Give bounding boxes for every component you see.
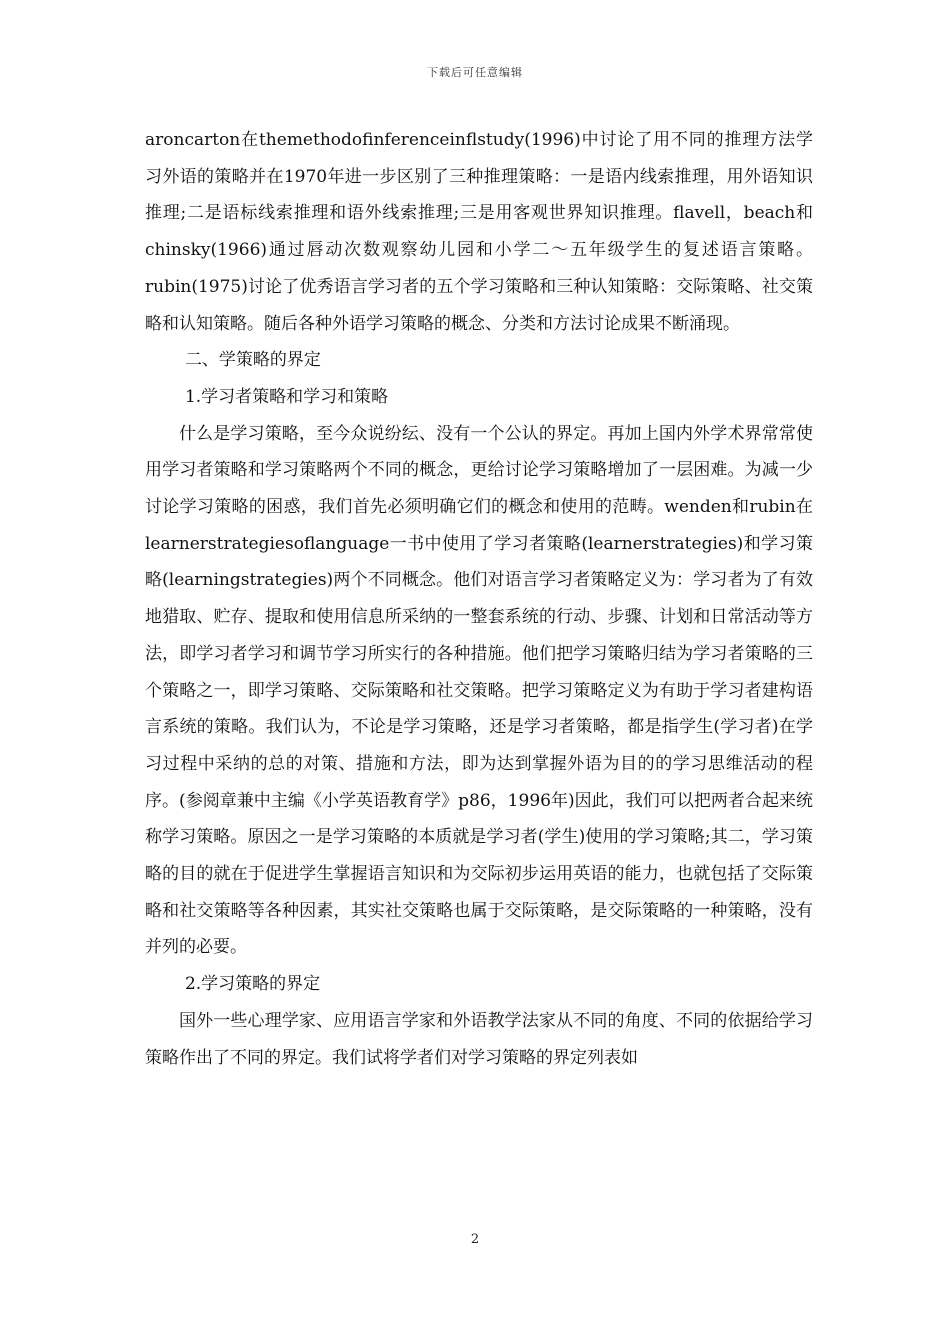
section-heading: 二、学策略的界定 xyxy=(184,350,321,371)
paragraph-history: aroncarton在themethodofinferenceinflstudy(1996)中讨论了用不同的推理方法学习外语的策略并在1970年进一步区别了三种推理策略：一是语内线索推理，用外语知识推理;二是语标线索推理和语外线索推理;三是用客观世界知识推理。flavell，beach和chinsky(1966)通过唇动次数观察幼儿园和小学二～五年级学生的复述语言策略。rubin(1975)讨论了优秀语言学习者的五个学习策略和三种认知策略：交际策略、社交策略和认知策略。随后各种外语学习策略的概念、分类和方法讨论成果不断涌现。 xyxy=(145,130,813,334)
paragraph-scholars: 国外一些心理学家、应用语言学家和外语教学法家从不同的角度、不同的依据给学习策略作出了不同的界定。我们试将学者们对学习策略的界定列表如 xyxy=(145,1010,813,1068)
page-number: 2 xyxy=(470,1232,480,1247)
subsection-heading-2: 2.学习策略的界定 xyxy=(184,974,321,995)
subsection-heading-1: 1.学习者策略和学习和策略 xyxy=(184,386,389,407)
document-body xyxy=(145,122,813,1076)
paragraph-definition: 什么是学习策略，至今众说纷纭、没有一个公认的界定。再加上国内外学术界常常使用学习者策略和学习策略两个不同的概念，更给讨论学习策略增加了一层困难。为减一少讨论学习策略的困惑，我们首先必须明确它们的概念和使用的范畴。wenden和rubin在learnerstrategiesoflanguage一书中使用了学习者策略(learnerstrategies)和学习策略(learningstrategies)两个不同概念。他们对语言学习者策略定义为：学习者为了有效地猎取、贮存、提取和使用信息所采纳的一整套系统的行动、步骤、计划和日常活动等方法，即学习者学习和调节学习所实行的各种措施。他们把学习策略归结为学习者策略的三个策略之一，即学习策略、交际策略和社交策略。把学习策略定义为有助于学习者建构语言系统的策略。我们认为，不论是学习策略，还是学习者策略，都是指学生(学习者)在学习过程中采纳的总的对策、措施和方法，即为达到掌握外语为目的的学习思维活动的程序。(参阅章兼中主编《小学英语教育学》p86，1996年)因此，我们可以把两者合起来统称学习策略。原因之一是学习策略的本质就是学习者(学生)使用的学习策略;其二，学习策略的目的就在于促进学生掌握语言知识和为交际初步运用英语的能力，也就包括了交际策略和社交策略等各种因素，其实社交策略也属于交际策略，是交际策略的一种策略，没有并列的必要。 xyxy=(145,423,813,958)
page-header: 下载后可任意编辑 xyxy=(427,66,523,79)
